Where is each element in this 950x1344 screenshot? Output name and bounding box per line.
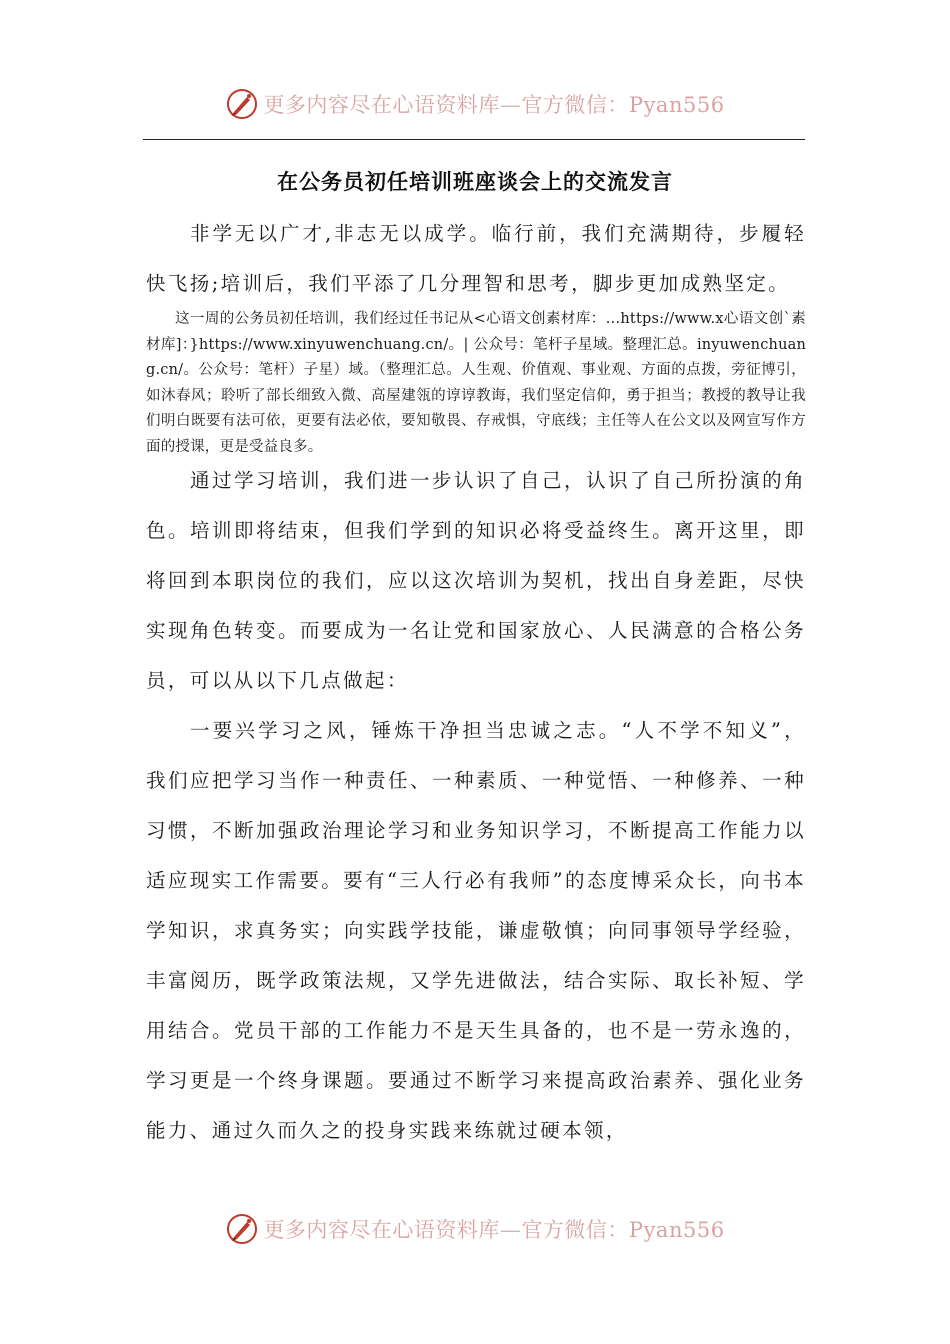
header-divider — [143, 139, 805, 140]
footer-banner — [0, 1209, 950, 1249]
banner-contact-text: 官方微信：Pyan556 — [521, 1218, 725, 1242]
header-banner — [0, 84, 950, 124]
banner-separator: — — [499, 93, 522, 117]
paragraph-1: 非学无以广才,非志无以成学。临行前，我们充满期待，步履轻快飞扬;培训后，我们平添了几分理智和思考，脚步更加成熟坚定。 — [146, 222, 806, 295]
banner-separator: — — [499, 1218, 522, 1242]
paragraph-2: 这一周的公务员初任培训，我们经过任书记从<心语文创素材库：…https://www.x心语文创`素材库]：}https://www.xinyuwenchuang.cn/。| 公众号：笔杆子星域。整理汇总。inyuwenchuang.cn/。公众号：笔杆）子星）域。（整理汇总。人生观、价值观、事业观、方面的点拨，旁征博引，如沐春风；聆听了部长细致入微、高屋建瓴的谆谆教诲，我们坚定信仰，勇于担当；教授的教导让我们明白既要有法可依，更要有法必依，要知敬畏、存戒惧，守底线；主任等人在公文以及网宣写作方面的授课，更是受益良多。 — [146, 311, 806, 455]
banner-main-text: 更多内容尽在心语资料库 — [263, 93, 500, 117]
banner-contact-text: 官方微信：Pyan556 — [521, 93, 725, 117]
pen-logo-icon — [225, 1212, 259, 1246]
paragraph-4: 一要兴学习之风，锤炼干净担当忠诚之志。“人不学不知义”，我们应把学习当作一种责任、一种素质、一种觉悟、一种修养、一种习惯，不断加强政治理论学习和业务知识学习，不断提高工作能力以适应现实工作需要。要有“三人行必有我师”的态度博采众长，向书本学知识，求真务实；向实践学技能，谦虚敬慎；向同事领导学经验，丰富阅历，既学政策法规，又学先进做法，结合实际、取长补短、学用结合。党员干部的工作能力不是天生具备的，也不是一劳永逸的，学习更是一个终身课题。要通过不断学习来提高政治素养、强化业务能力、通过久而久之的投身实践来练就过硬本领， — [146, 719, 806, 1142]
pen-logo-icon — [225, 87, 259, 121]
banner-text — [263, 1214, 724, 1244]
page-title: 在公务员初任培训班座谈会上的交流发言 — [277, 170, 673, 194]
paragraph-3: 通过学习培训，我们进一步认识了自己，认识了自己所扮演的角色。培训即将结束，但我们学到的知识必将受益终生。离开这里，即将回到本职岗位的我们，应以这次培训为契机，找出自身差距，尽快实现角色转变。而要成为一名让党和国家放心、人民满意的合格公务员，可以从以下几点做起： — [146, 469, 806, 692]
banner-text — [263, 89, 724, 119]
banner-main-text: 更多内容尽在心语资料库 — [263, 1218, 500, 1242]
